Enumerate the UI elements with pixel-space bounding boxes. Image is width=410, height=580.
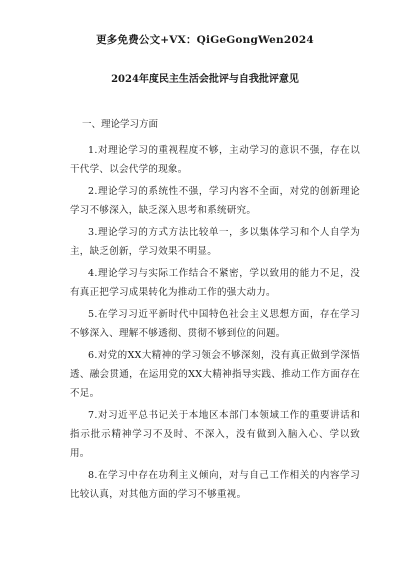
paragraph: 8.在学习中存在功利主义倾向，对与自己工作相关的内容学习比较认真，对其他方面的学习不够重视。 bbox=[70, 470, 360, 500]
section-heading: 一、理论学习方面 bbox=[82, 119, 159, 130]
paragraph: 5.在学习习近平新时代中国特色社会主义思想方面，存在学习不够深入、理解不够透彻、贯彻不够到位的问题。 bbox=[70, 309, 360, 339]
paragraph: 7.对习近平总书记关于本地区本部门本领域工作的重要讲话和指示批示精神学习不及时、不深入，没有做到入脑入心、学以致用。 bbox=[70, 410, 360, 459]
document-body bbox=[70, 118, 360, 507]
paragraph: 6.对党的XX大精神的学习领会不够深刻，没有真正做到学深悟透、融会贯通，在运用党的XX大精神指导实践、推动工作方面存在不足。 bbox=[70, 350, 360, 399]
document-title: 2024年度民主生活会批评与自我批评意见 bbox=[111, 74, 299, 85]
paragraph: 2.理论学习的系统性不强，学习内容不全面，对党的创新理论学习不够深入，缺乏深入思考和系统研究。 bbox=[70, 186, 360, 216]
page-header: 更多免费公文+VX：QiGeGongWen2024 bbox=[96, 34, 314, 46]
paragraph: 1.对理论学习的重视程度不够，主动学习的意识不强，存在以干代学、以会代学的现象。 bbox=[70, 145, 360, 175]
paragraph: 3.理论学习的方式方法比较单一，多以集体学习和个人自学为主，缺乏创新，学习效果不明显。 bbox=[70, 227, 360, 257]
paragraph: 4.理论学习与实际工作结合不紧密，学以致用的能力不足，没有真正把学习成果转化为推动工作的强大动力。 bbox=[70, 268, 360, 298]
